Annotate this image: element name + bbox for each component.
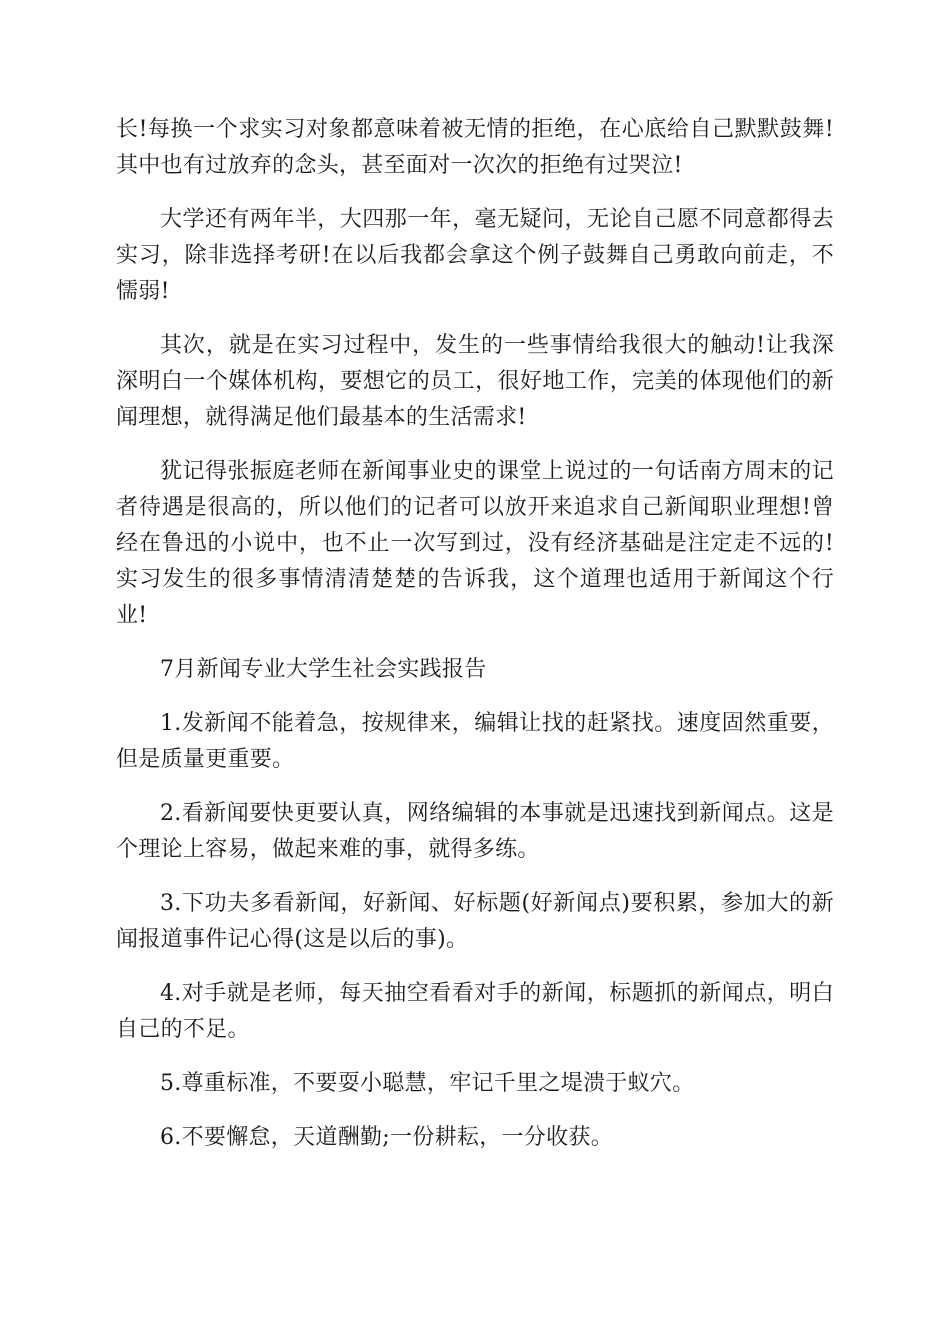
- section-title: 7月新闻专业大学生社会实践报告: [160, 657, 487, 682]
- list-item: 5.尊重标准，不要耍小聪慧，牢记千里之堤溃于蚁穴。: [160, 1071, 695, 1096]
- list-item: 4.对手就是老师，每天抽空看看对手的新闻，标题抓的新闻点，明白自己的不足。: [116, 981, 834, 1042]
- document-body: [116, 112, 834, 1174]
- paragraph-continued: 长!每换一个求实习对象都意味着被无情的拒绝，在心底给自己默默鼓舞!其中也有过放弃的念头，甚至面对一次次的拒绝有过哭泣!: [116, 117, 834, 178]
- paragraph: 其次，就是在实习过程中，发生的一些事情给我很大的触动!让我深深明白一个媒体机构，要想它的员工，很好地工作，完美的体现他们的新闻理想，就得满足他们最基本的生活需求!: [116, 333, 834, 430]
- list-item: 2.看新闻要快更要认真，网络编辑的本事就是迅速找到新闻点。这是个理论上容易，做起来难的事，就得多练。: [116, 801, 834, 862]
- list-item: 6.不要懈怠，天道酬勤;一份耕耘，一分收获。: [160, 1125, 614, 1150]
- paragraph: 犹记得张振庭老师在新闻事业史的课堂上说过的一句话南方周末的记者待遇是很高的，所以他们的记者可以放开来追求自己新闻职业理想!曾经在鲁迅的小说中，也不止一次写到过，没有经济基础是注定走不远的!实习发生的很多事情清清楚楚的告诉我，这个道理也适用于新闻这个行业!: [116, 459, 834, 628]
- list-item: 3.下功夫多看新闻，好新闻、好标题(好新闻点)要积累，参加大的新闻报道事件记心得(这是以后的事)。: [116, 891, 834, 952]
- list-item: 1.发新闻不能着急，按规律来，编辑让找的赶紧找。速度固然重要，但是质量更重要。: [116, 711, 834, 772]
- paragraph: 大学还有两年半，大四那一年，毫无疑问，无论自己愿不同意都得去实习，除非选择考研!在以后我都会拿这个例子鼓舞自己勇敢向前走，不懦弱!: [116, 207, 834, 304]
